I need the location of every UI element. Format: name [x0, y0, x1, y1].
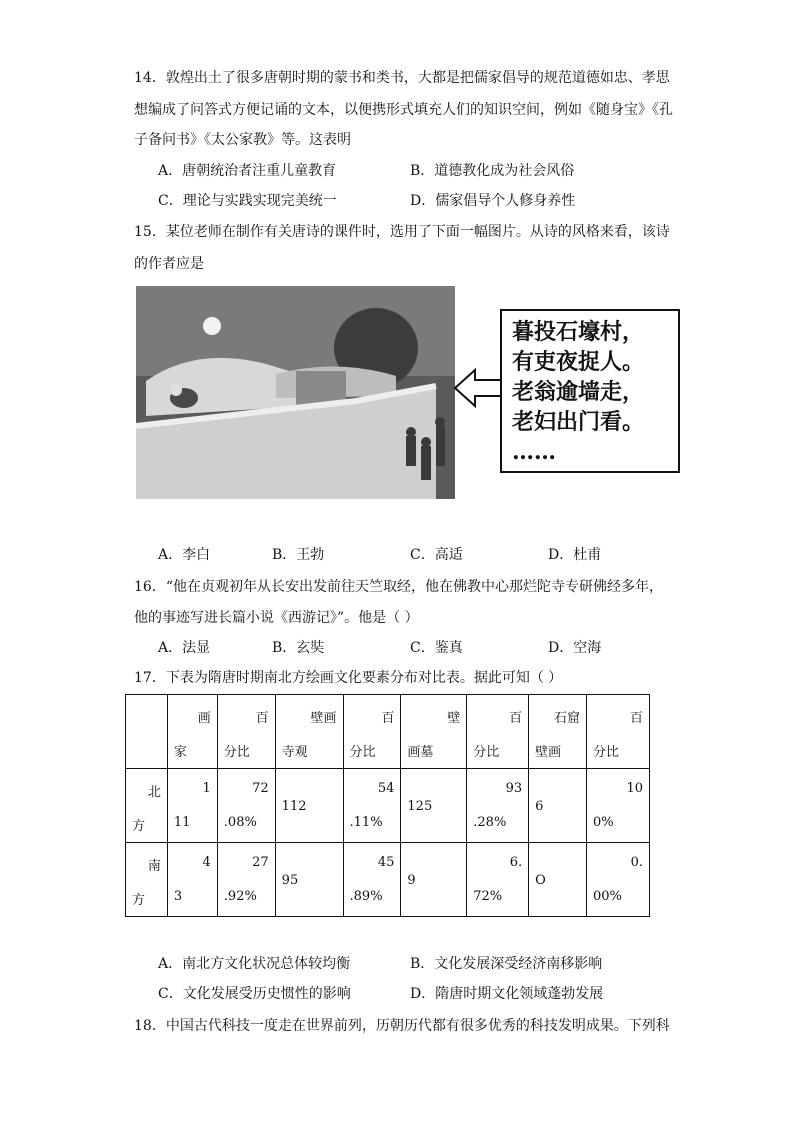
q17-option-c: C．文化发展受历史惯性的影响: [158, 986, 351, 1002]
poem-line-4: 老妇出门看。: [512, 409, 645, 435]
cell-text-a: 4: [202, 855, 211, 870]
cell-text-b: 00%: [593, 889, 622, 904]
q16-option-b: B．玄奘: [272, 640, 325, 656]
table-row-south: [126, 843, 650, 917]
header-percent-1: [217, 695, 275, 769]
poem-illustration: [136, 286, 455, 499]
cell-text-a: 0.: [630, 855, 643, 870]
header-text-a: 壁: [447, 711, 461, 726]
header-text-b: 画墓: [407, 745, 434, 760]
header-text-a: 百: [381, 711, 395, 726]
header-text-b: 寺观: [281, 745, 308, 760]
q16-stem-line-1: 16．“他在贞观初年从长安出发前往天竺取经，他在佛教中心那烂陀寺专研佛经多年，: [134, 579, 663, 595]
header-percent-4: [587, 695, 650, 769]
q15-option-d: D．杜甫: [548, 547, 602, 563]
cell-text-b: .89%: [349, 889, 383, 904]
cell-text-b: 72%: [473, 889, 503, 904]
cell-text: 95: [281, 873, 299, 888]
table-cell: [275, 843, 343, 917]
poem-line-1: 暮投石壕村，: [512, 319, 645, 345]
table-cell: [587, 769, 650, 843]
row-label-south: [126, 843, 168, 917]
cell-text: 125: [407, 799, 433, 814]
q17-option-b: B．文化发展深受经济南移影响: [410, 956, 603, 972]
header-text-b: 分比: [223, 745, 250, 760]
q14-stem-line-2: 想编成了问答式方便记诵的文本，以便携形式填充人们的知识空间，例如《随身宝》《孔: [134, 102, 673, 118]
header-text-b: 分比: [473, 745, 500, 760]
cell-text-a: 27: [252, 855, 269, 870]
q16-stem-line-2: 他的事迹写进长篇小说《西游记》”。他是（ ）: [134, 610, 419, 626]
cell-text-b: .11%: [349, 815, 383, 830]
q18-stem: 18．中国古代科技一度走在世界前列，历朝历代都有很多优秀的科技发明成果。下列科: [134, 1018, 670, 1034]
row-label-b: 方: [132, 893, 146, 908]
header-text-b: 壁画: [535, 745, 562, 760]
table-corner-cell: [126, 695, 168, 769]
cell-text-a: 1: [202, 781, 211, 796]
table-cell: [529, 843, 587, 917]
header-text-a: 画: [197, 711, 211, 726]
table-cell: [401, 769, 467, 843]
q16-option-a: A．法显: [158, 640, 211, 656]
q14-option-a: A．唐朝统治者注重儿童教育: [158, 163, 337, 179]
header-text-b: 分比: [349, 745, 376, 760]
q17-stem: 17．下表为隋唐时期南北方绘画文化要素分布对比表。据此可知（ ）: [134, 670, 563, 686]
q15-stem-line-2: 的作者应是: [134, 256, 204, 272]
header-percent-2: [343, 695, 401, 769]
table-cell: [167, 769, 217, 843]
table-cell: [529, 769, 587, 843]
header-grotto-murals: [529, 695, 587, 769]
header-text-a: 百: [255, 711, 269, 726]
header-text-a: 百: [629, 711, 643, 726]
header-tomb-murals: [401, 695, 467, 769]
cell-text-b: .08%: [223, 815, 257, 830]
table-cell: [217, 843, 275, 917]
q14-option-d: D．儒家倡导个人修身养性: [410, 193, 576, 209]
row-label-a: 北: [147, 785, 161, 800]
q14-stem-line-3: 子备问书》《太公家教》等。这表明: [134, 132, 351, 148]
header-percent-3: [467, 695, 529, 769]
cell-text-a: 93: [505, 781, 523, 796]
q14-option-c: C．理论与实践实现完美统一: [158, 193, 337, 209]
cell-text: O: [535, 873, 546, 888]
header-text-a: 百: [509, 711, 523, 726]
q14-option-b: B．道德教化成为社会风俗: [410, 163, 575, 179]
cell-text-b: 3: [173, 889, 183, 904]
poem-line-2: 有吏夜捉人。: [512, 349, 645, 375]
header-text-b: 家: [173, 745, 187, 760]
table-cell: [401, 843, 467, 917]
poem-line-5: ……: [512, 439, 556, 465]
cell-text-b: .92%: [223, 889, 257, 904]
cell-text-a: 10: [626, 781, 643, 796]
cell-text-b: 11: [173, 815, 191, 830]
header-text-b: 分比: [593, 745, 620, 760]
row-label-a: 南: [147, 859, 161, 874]
cell-text: 112: [281, 799, 307, 814]
arrow-left-icon: [453, 368, 503, 412]
table-cell: [467, 769, 529, 843]
table-cell: [467, 843, 529, 917]
row-label-north: [126, 769, 168, 843]
q16-option-d: D．空海: [548, 640, 602, 656]
row-label-b: 方: [132, 819, 146, 834]
q15-stem-line-1: 15．某位老师在制作有关唐诗的课件时，选用了下面一幅图片。从诗的风格来看，该诗: [134, 224, 670, 240]
q17-option-a: A．南北方文化状况总体较均衡: [158, 956, 351, 972]
q15-option-b: B．王勃: [272, 547, 325, 563]
q17-option-d: D．隋唐时期文化领域蓬勃发展: [410, 986, 604, 1002]
header-temple-murals: [275, 695, 343, 769]
table-cell: [343, 769, 401, 843]
cell-text-a: 72: [252, 781, 269, 796]
table-cell: [167, 843, 217, 917]
table-cell: [275, 769, 343, 843]
table-cell: [343, 843, 401, 917]
cell-text-a: 54: [377, 781, 395, 796]
cell-text-a: 45: [377, 855, 395, 870]
table-header-row: [126, 695, 650, 769]
cell-text-b: 0%: [593, 815, 614, 830]
cell-text: 6: [535, 799, 544, 814]
cell-text-a: 6.: [509, 855, 523, 870]
cell-text-b: .28%: [473, 815, 507, 830]
poem-callout: [500, 309, 680, 473]
q16-option-c: C．鉴真: [410, 640, 463, 656]
header-text-a: 石窟: [554, 711, 581, 726]
table-row-north: [126, 769, 650, 843]
header-painters: [167, 695, 217, 769]
q15-option-a: A．李白: [158, 547, 211, 563]
table-cell: [587, 843, 650, 917]
table-cell: [217, 769, 275, 843]
poem-line-3: 老翁逾墙走，: [512, 379, 645, 405]
distribution-table: [125, 694, 650, 917]
cell-text: 9: [407, 873, 416, 888]
header-text-a: 壁画: [310, 711, 337, 726]
q15-option-c: C．高适: [410, 547, 463, 563]
q14-stem-line-1: 14．敦煌出土了很多唐朝时期的蒙书和类书，大都是把儒家倡导的规范道德如忠、孝思: [134, 70, 670, 86]
